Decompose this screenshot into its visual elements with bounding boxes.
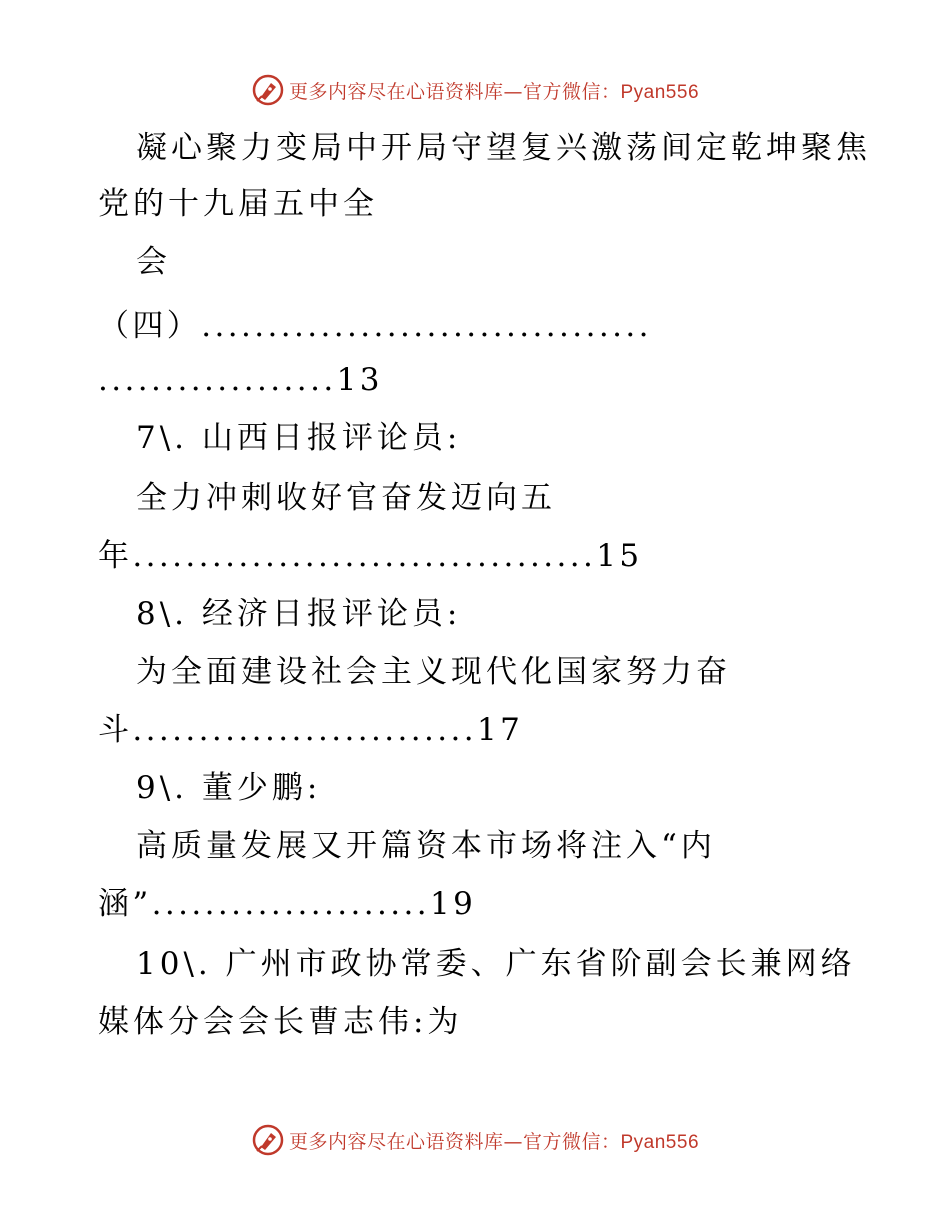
- toc-line: 涵”.....................19: [98, 886, 477, 922]
- toc-line: 全力冲刺收好官奋发迈向五: [136, 480, 556, 516]
- toc-line: 10\. 广州市政协常委、广东省阶副会长兼网络: [136, 946, 856, 982]
- header-watermark: [0, 70, 950, 110]
- watermark-text: 更多内容尽在心语资料库—官方微信：Pyan556: [288, 80, 700, 103]
- watermark-text: 更多内容尽在心语资料库—官方微信：Pyan556: [288, 1130, 700, 1153]
- toc-line: 为全面建设社会主义现代化国家努力奋: [136, 654, 731, 690]
- toc-line: 年...................................15: [98, 538, 643, 574]
- pen-nib-logo-icon: [251, 73, 285, 107]
- toc-line: 党的十九届五中全: [98, 186, 378, 222]
- toc-line: 7\. 山西日报评论员:: [136, 420, 462, 456]
- toc-line: ..................13: [98, 362, 383, 398]
- toc-line: 会: [136, 244, 171, 280]
- pen-nib-logo-icon: [251, 1123, 285, 1157]
- toc-line: （四）..................................: [98, 308, 652, 344]
- toc-line: 8\. 经济日报评论员:: [136, 596, 462, 632]
- toc-line: 高质量发展又开篇资本市场将注入“内: [136, 828, 716, 864]
- toc-line: 9\. 董少鹏:: [136, 770, 322, 806]
- toc-line: 斗..........................17: [98, 712, 524, 748]
- footer-watermark: [0, 1120, 950, 1160]
- toc-line: 凝心聚力变局中开局守望复兴激荡间定乾坤聚焦: [136, 130, 871, 166]
- toc-line: 媒体分会会长曹志伟:为: [98, 1004, 463, 1040]
